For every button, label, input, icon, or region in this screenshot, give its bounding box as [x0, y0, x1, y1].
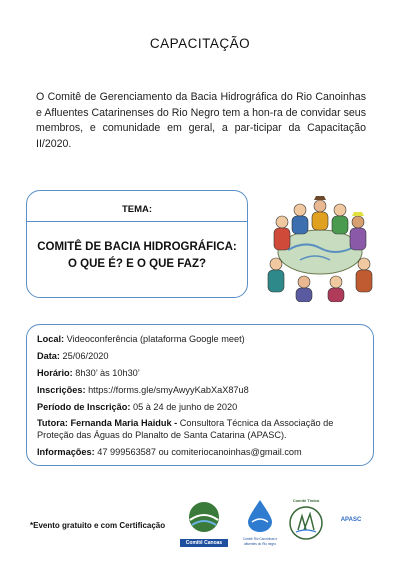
- intro-paragraph: O Comitê de Gerenciamento da Bacia Hidrográfica do Rio Canoinhas e Afluentes Catarinenses do Rio Negro tem a hon-ra de convidar seus membros, e comunidade em geral, a par-ticipar da Capacitação II/2020.: [36, 91, 366, 150]
- footer-note: *Evento gratuito e com Certificação: [30, 521, 166, 530]
- water-drop-icon: [236, 498, 284, 532]
- meeting-illustration: [260, 182, 380, 302]
- info-informacoes: Informações: 47 999563587 ou comiteriocanoinhas@gmail.com: [37, 446, 302, 457]
- tema-label: TEMA:: [121, 204, 153, 215]
- tema-line-1: COMITÊ DE BACIA HIDROGRÁFICA:: [37, 241, 237, 253]
- info-box: [26, 324, 374, 466]
- logo-comite-timbo: [286, 498, 326, 546]
- info-local: Local: Videoconferência (plataforma Google meet): [37, 334, 245, 344]
- page-title: CAPACITAÇÃO: [149, 36, 251, 51]
- tema-box: [26, 190, 248, 298]
- logo-comite-canoinhas: [236, 498, 284, 546]
- tree-circle-icon: [286, 504, 326, 542]
- info-periodo: Período de Inscrição: 05 à 24 de junho de 2020: [37, 402, 238, 412]
- canoas-logo-icon: [180, 500, 228, 534]
- inscricoes-link[interactable]: https://forms.gle/smyAwyyKabXaX87u8: [85, 385, 249, 395]
- tema-text: [27, 239, 247, 273]
- info-inscricoes: Inscrições: https://forms.gle/smyAwyyKabXaX87u8: [37, 385, 249, 395]
- tema-divider: [27, 221, 247, 222]
- timbo-logo-text: Comitê Timbó: [292, 498, 320, 503]
- tema-line-2: O QUE É? E O QUE FAZ?: [67, 258, 206, 270]
- info-tutora: Tutora: Fernanda Maria Haiduk - Consultora Técnica da Associação de Proteção das Águas do Planalto de Santa Catarina (APASC).: [37, 418, 334, 440]
- canoas-logo-text: Comitê Canoas: [180, 539, 228, 547]
- logo-comite-canoas: [180, 500, 228, 544]
- logo-apasc: APASC: [340, 517, 362, 523]
- info-horario: Horário: 8h30’ às 10h30’: [37, 368, 140, 378]
- canoinhas-logo-text: Comitê Rio Canoinhas e afluentes do Rio negro: [242, 537, 278, 546]
- info-data: Data: 25/06/2020: [37, 351, 109, 361]
